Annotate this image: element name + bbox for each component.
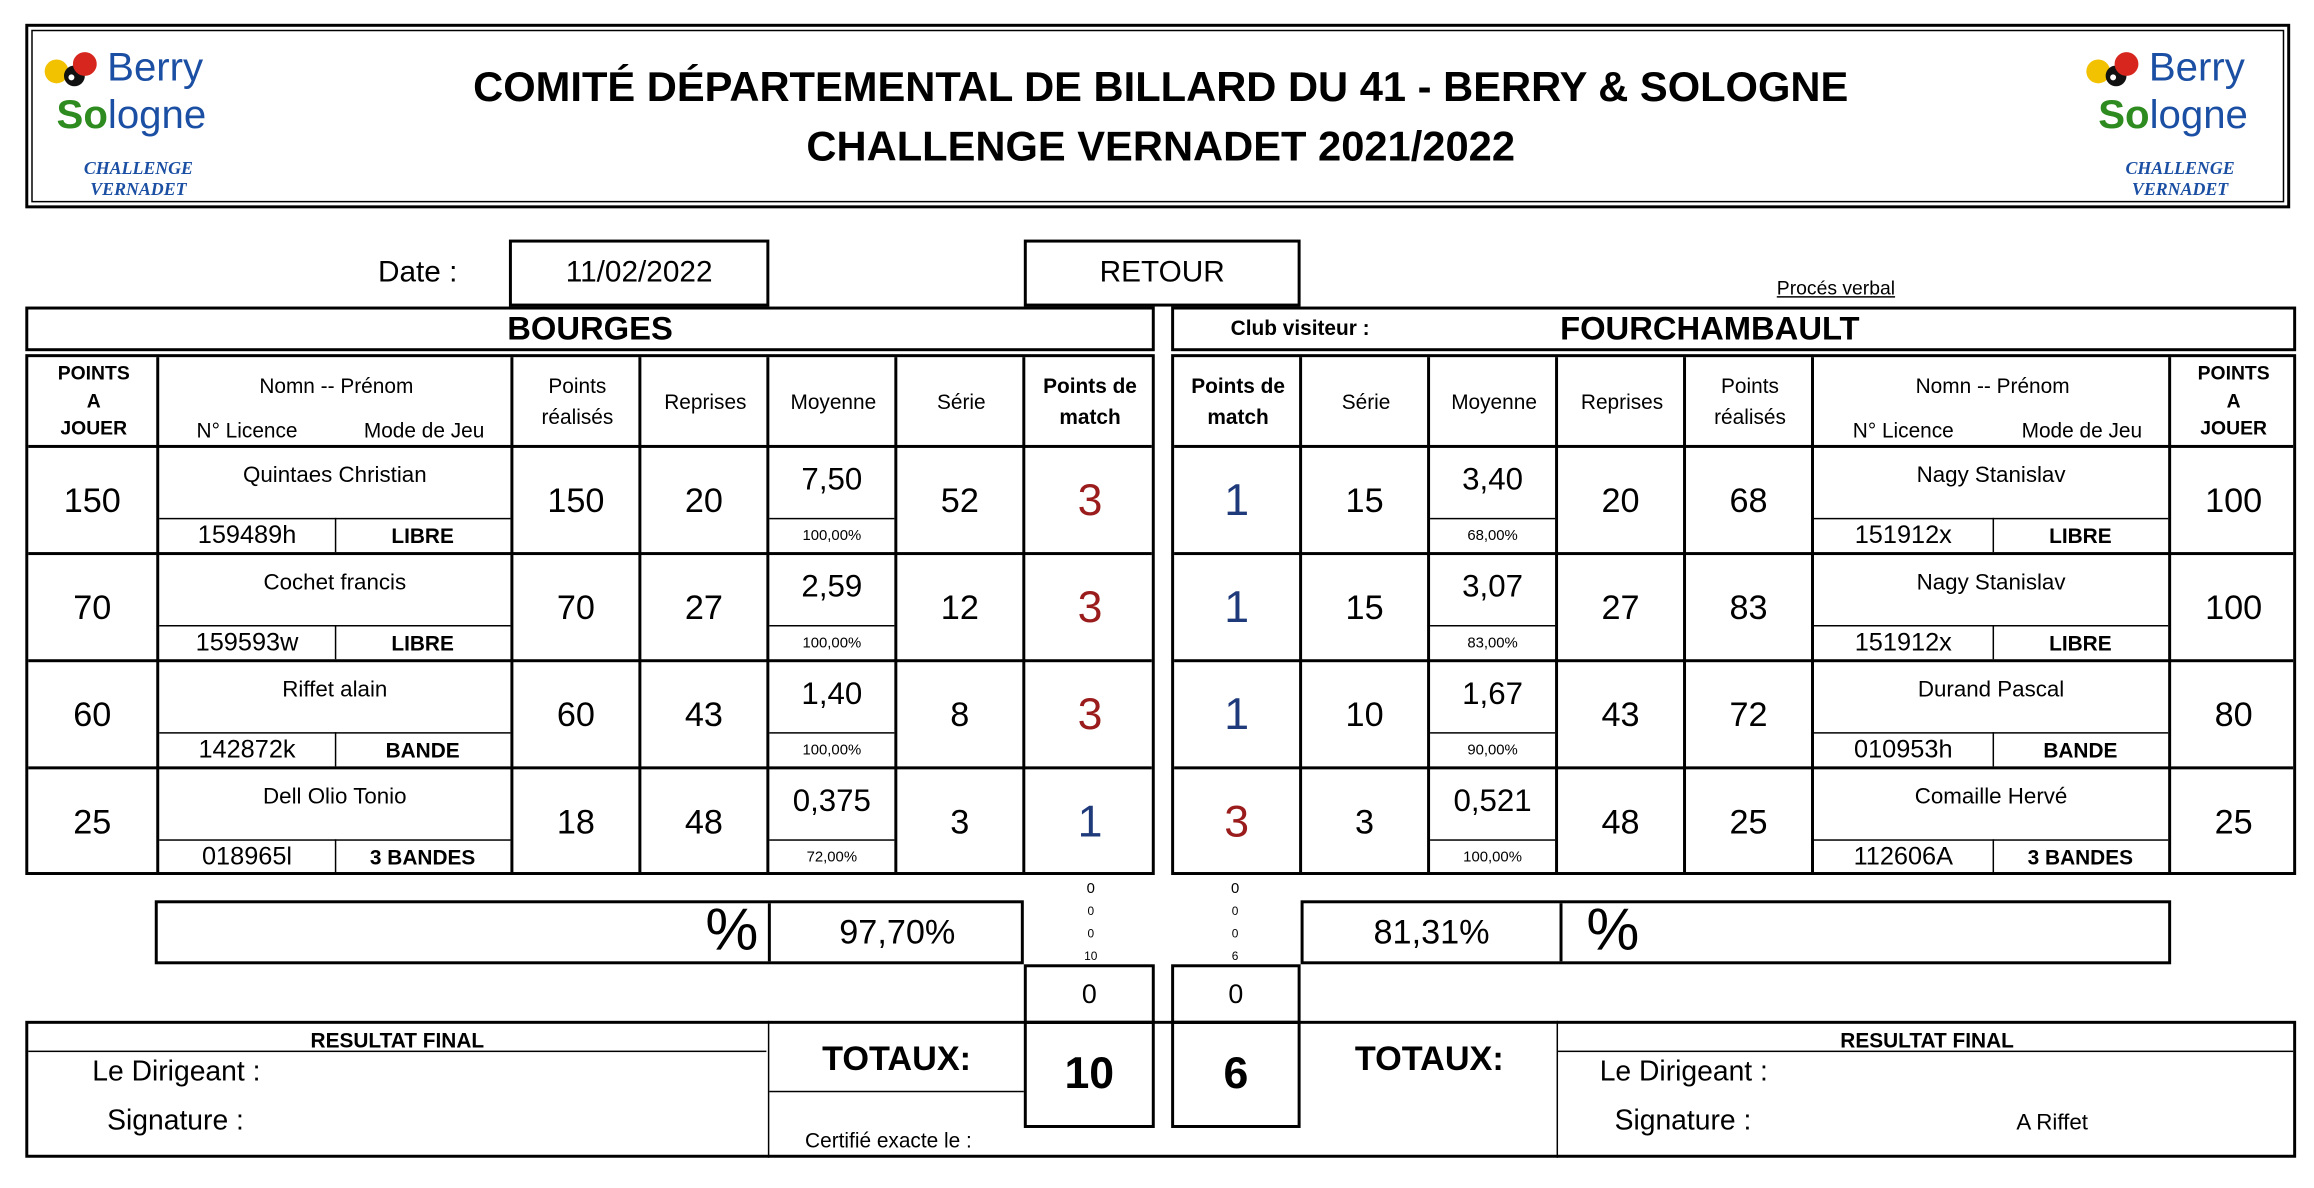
- home-percent-bar: [155, 897, 1024, 964]
- points-realises-cell: 150: [547, 480, 605, 519]
- mini-value: 10: [1084, 949, 1098, 963]
- licence-number: 142872k: [198, 735, 296, 764]
- points-realises-cell: 60: [556, 694, 595, 734]
- mini-value: 0: [1087, 904, 1095, 919]
- serie-cell: 3: [950, 801, 970, 841]
- moyenne-cell: 0,521: [1453, 784, 1532, 819]
- moyenne-cell: 0,375: [792, 784, 871, 819]
- serie-cell: 10: [1345, 694, 1384, 734]
- player-name: Comaille Hervé: [1914, 783, 2068, 810]
- points-match-cell: 1: [1224, 582, 1250, 632]
- mini-value: 0: [1230, 880, 1240, 898]
- points-realises-cell: 18: [556, 801, 595, 841]
- player-name: Dell Olio Tonio: [263, 783, 407, 810]
- page-title: COMITÉ DÉPARTEMENTAL DE BILLARD DU 41 - BERRY & SOLOGNE: [473, 63, 1849, 111]
- percentage-cell: 83,00%: [1467, 634, 1518, 652]
- visitor-mini-values: [1213, 878, 1258, 967]
- serie-cell: 8: [950, 694, 970, 734]
- mini-value: 0: [1231, 927, 1239, 941]
- mini-value: 0: [1231, 904, 1239, 919]
- home-total: 10: [1024, 1021, 1155, 1128]
- points-realises-cell: 72: [1729, 694, 1768, 734]
- header-nom-prenom: Nomn -- Prénom: [1915, 372, 2070, 397]
- header-points-match: Points de match: [1043, 373, 1137, 429]
- certifie-label: Certifié exacte le :: [805, 1127, 972, 1152]
- logo-tagline: CHALLENGE VERNADET: [2125, 157, 2235, 200]
- points-a-jouer-cell: 25: [73, 801, 112, 841]
- home-totaux-label: TOTAUX:: [822, 1037, 972, 1077]
- reprises-cell: 48: [684, 801, 723, 841]
- visitor-totaux-block: [1301, 1021, 1558, 1158]
- percentage-cell: 90,00%: [1467, 741, 1518, 759]
- reprises-cell: 48: [1601, 801, 1640, 841]
- moyenne-cell: 7,50: [801, 463, 863, 498]
- logo-tagline: CHALLENGE VERNADET: [83, 157, 193, 200]
- serie-cell: 3: [1355, 801, 1375, 841]
- home-totaux-block: [769, 1021, 1023, 1158]
- game-mode: BANDE: [2043, 737, 2118, 762]
- visitor-totaux-label: TOTAUX:: [1354, 1037, 1504, 1077]
- points-realises-cell: 68: [1729, 480, 1768, 519]
- percentage-cell: 100,00%: [802, 634, 862, 652]
- visitor-club-name: FOURCHAMBAULT: [1560, 309, 1860, 347]
- leg-field: RETOUR: [1024, 240, 1301, 307]
- points-realises-cell: 25: [1729, 801, 1768, 841]
- visitor-percent-symbol: %: [1586, 897, 1640, 963]
- reprises-cell: 43: [684, 694, 723, 734]
- serie-cell: 15: [1345, 480, 1384, 519]
- licence-number: 159489h: [197, 521, 297, 550]
- header-points-a-jouer: POINTS A JOUER: [2197, 361, 2270, 440]
- reprises-cell: 27: [684, 587, 723, 627]
- percentage-cell: 100,00%: [1463, 848, 1522, 866]
- home-result-label: RESULTAT FINAL: [310, 1028, 485, 1053]
- header-points-realises: Points réalisés: [541, 373, 614, 429]
- home-percent-symbol: %: [705, 897, 759, 963]
- moyenne-cell: 3,07: [1462, 570, 1523, 605]
- header-reprises: Reprises: [664, 389, 747, 413]
- licence-number: 151912x: [1854, 521, 1952, 550]
- header-licence: N° Licence: [1852, 417, 1954, 442]
- player-name: Nagy Stanislav: [1916, 569, 2066, 595]
- licence-number: 018965l: [201, 842, 293, 871]
- date-field: 11/02/2022: [509, 240, 769, 307]
- reprises-cell: 43: [1601, 694, 1640, 734]
- licence-number: 112606A: [1853, 842, 1953, 871]
- home-table: [25, 354, 1154, 875]
- game-mode: 3 BANDES: [2027, 844, 2134, 869]
- page-subtitle: CHALLENGE VERNADET 2021/2022: [806, 123, 1516, 170]
- mini-value: 0: [1087, 927, 1095, 941]
- points-match-cell: 3: [1224, 796, 1250, 846]
- visitor-result-label: RESULTAT FINAL: [1840, 1028, 2014, 1053]
- points-a-jouer-cell: 80: [2214, 694, 2253, 734]
- date-label: Date :: [377, 255, 458, 289]
- home-mini-values: [1068, 878, 1113, 967]
- serie-cell: 12: [940, 587, 979, 627]
- game-mode: 3 BANDES: [369, 844, 476, 869]
- home-dirigeant-label: Le Dirigeant :: [92, 1056, 261, 1088]
- serie-cell: 52: [940, 480, 979, 519]
- logo-right: [2083, 39, 2276, 203]
- points-a-jouer-cell: 70: [73, 587, 112, 627]
- points-match-cell: 1: [1224, 475, 1250, 525]
- moyenne-cell: 3,40: [1462, 463, 1523, 498]
- points-a-jouer-cell: 150: [63, 480, 121, 519]
- moyenne-cell: 1,40: [801, 677, 863, 712]
- proces-verbal-label: Procés verbal: [1776, 276, 1896, 300]
- points-a-jouer-cell: 25: [2214, 801, 2253, 841]
- points-match-cell: 3: [1077, 582, 1103, 632]
- header-points-realises: Points réalisés: [1714, 373, 1786, 429]
- player-name: Durand Pascal: [1917, 676, 2065, 703]
- header-mode: Mode de Jeu: [2021, 417, 2143, 442]
- points-realises-cell: 70: [556, 587, 595, 627]
- logo-left: [42, 39, 235, 203]
- player-name: Quintaes Christian: [243, 462, 427, 488]
- header-serie: Série: [1341, 389, 1391, 413]
- game-mode: LIBRE: [391, 523, 454, 547]
- home-club-name: BOURGES: [25, 307, 1154, 352]
- reprises-cell: 20: [684, 480, 723, 519]
- licence-number: 010953h: [1854, 735, 1953, 764]
- header-moyenne: Moyenne: [790, 389, 877, 413]
- visitor-total: 6: [1171, 1021, 1300, 1128]
- percentage-cell: 100,00%: [802, 741, 862, 759]
- percentage-cell: 72,00%: [806, 848, 858, 866]
- header-serie: Série: [936, 389, 986, 413]
- logo-text-berry: Berry: [107, 44, 204, 90]
- header-points-match: Points de match: [1191, 373, 1285, 429]
- home-signature-label: Signature :: [107, 1105, 244, 1137]
- header-reprises: Reprises: [1580, 389, 1664, 413]
- visitor-club-label: Club visiteur :: [1230, 315, 1370, 340]
- header-points-a-jouer: POINTS A JOUER: [57, 361, 130, 440]
- game-mode: LIBRE: [391, 630, 454, 655]
- player-name: Nagy Stanislav: [1916, 462, 2066, 488]
- points-a-jouer-cell: 60: [73, 694, 112, 734]
- logo-text-berry: Berry: [2148, 44, 2245, 90]
- header-nom-prenom: Nomn -- Prénom: [259, 372, 414, 397]
- points-match-cell: 1: [1224, 689, 1250, 739]
- visitor-signature-label: Signature :: [1614, 1105, 1752, 1137]
- moyenne-cell: 2,59: [801, 570, 863, 605]
- points-match-cell: 1: [1077, 796, 1103, 846]
- visitor-dirigeant-label: Le Dirigeant :: [1599, 1056, 1768, 1088]
- player-name: Cochet francis: [263, 569, 407, 595]
- mini-value: 0: [1086, 880, 1095, 898]
- visitor-result-block: [1558, 1021, 2296, 1158]
- game-mode: LIBRE: [2049, 630, 2112, 655]
- header-mode: Mode de Jeu: [363, 417, 485, 442]
- mini-value: 6: [1231, 949, 1239, 963]
- visitor-percent-value: 81,31%: [1373, 912, 1490, 951]
- home-zero-box: 0: [1024, 964, 1155, 1024]
- visitor-signature-value: A Riffet: [2016, 1110, 2088, 1136]
- billiard-balls-icon: [42, 48, 102, 93]
- points-match-cell: 3: [1077, 475, 1103, 525]
- header-moyenne: Moyenne: [1451, 389, 1537, 413]
- home-result-block: [25, 1021, 769, 1158]
- reprises-cell: 27: [1601, 587, 1640, 627]
- home-percent-value: 97,70%: [839, 912, 956, 951]
- licence-number: 159593w: [195, 628, 299, 657]
- visitor-table: [1171, 354, 2296, 875]
- percentage-cell: 100,00%: [802, 527, 862, 544]
- serie-cell: 15: [1345, 587, 1384, 627]
- points-realises-cell: 83: [1729, 587, 1768, 627]
- licence-number: 151912x: [1854, 628, 1952, 657]
- header-licence: N° Licence: [196, 417, 298, 442]
- percentage-cell: 68,00%: [1467, 527, 1518, 544]
- points-a-jouer-cell: 100: [2205, 480, 2263, 519]
- logo-text-sologne: Sologne: [2098, 92, 2248, 137]
- points-a-jouer-cell: 100: [2205, 587, 2263, 627]
- visitor-zero-box: 0: [1171, 964, 1300, 1024]
- billiard-balls-icon: [2083, 48, 2143, 93]
- visitor-percent-bar: [1301, 897, 2172, 964]
- reprises-cell: 20: [1601, 480, 1640, 519]
- visitor-club-bar: [1171, 307, 2296, 352]
- logo-text-sologne: Sologne: [56, 92, 207, 137]
- game-mode: LIBRE: [2049, 523, 2112, 547]
- points-match-cell: 3: [1077, 689, 1103, 739]
- player-name: Riffet alain: [282, 676, 388, 703]
- moyenne-cell: 1,67: [1462, 677, 1523, 712]
- game-mode: BANDE: [385, 737, 460, 762]
